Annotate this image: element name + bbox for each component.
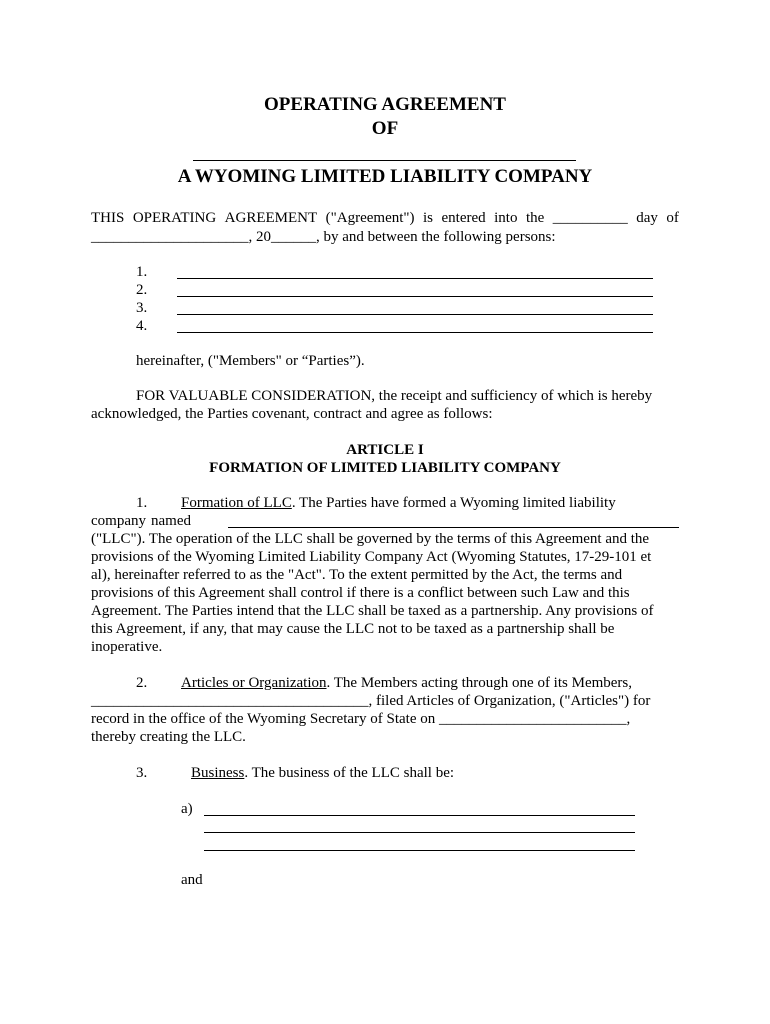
section-1-named: named — [151, 513, 191, 529]
section-number: 3. — [136, 765, 148, 781]
intro-word: the — [525, 210, 545, 226]
section-1-title: Formation of LLC — [181, 495, 292, 511]
intro-word: entered — [441, 210, 486, 226]
section-2-heading-wrap — [181, 675, 632, 692]
section-1-line: provisions of this Agreement shall control if there is a conflict between such Law and this — [91, 585, 630, 601]
person-number: 1. — [136, 264, 148, 280]
document-subtitle: A WYOMING LIMITED LIABILITY COMPANY — [177, 166, 593, 187]
business-blank — [204, 832, 635, 833]
section-1-last-line: inoperative. — [91, 639, 163, 655]
section-number: 1. — [136, 495, 148, 511]
company-name-blank — [193, 160, 576, 161]
person-number: 2. — [136, 282, 148, 298]
llc-name-blank — [228, 527, 679, 528]
consideration-line-1: FOR VALUABLE CONSIDERATION, the receipt and sufficiency of which is hereby — [136, 388, 653, 404]
intro-word: of — [666, 210, 679, 226]
hereinafter-text: hereinafter, ("Members" or “Parties”). — [136, 353, 365, 369]
section-2-line-3: record in the office of the Wyoming Secretary of State on _________________________, — [91, 711, 631, 727]
person-number: 4. — [136, 318, 148, 334]
business-blank — [204, 850, 635, 851]
person-blank — [177, 278, 653, 279]
section-2-line-2: _____________________________________, filed Articles of Organization, ("Articles") for — [91, 693, 651, 709]
intro-line-2: _____________________, 20______, by and between the following persons: — [91, 229, 556, 245]
business-blank — [204, 815, 635, 816]
day-blank: __________ — [552, 210, 628, 226]
section-2-line-1-rest: . The Members acting through one of its Members, — [326, 675, 633, 691]
section-1-line: provisions of the Wyoming Limited Liability Company Act (Wyoming Statutes, 17-29-101 et — [91, 549, 652, 565]
section-3-title: Business — [191, 765, 245, 781]
consideration-line-2: acknowledged, the Parties covenant, contract and agree as follows: — [91, 406, 493, 422]
section-1-company: company — [91, 513, 146, 529]
person-number: 3. — [136, 300, 148, 316]
person-blank — [177, 332, 653, 333]
section-1-line: ("LLC"). The operation of the LLC shall be governed by the terms of this Agreement and the — [91, 531, 650, 547]
item-a-label: a) — [181, 801, 193, 817]
article-subheading: FORMATION OF LIMITED LIABILITY COMPANY — [209, 460, 561, 476]
section-number: 2. — [136, 675, 148, 691]
article-heading: ARTICLE I — [346, 442, 424, 458]
document-title-of: OF — [371, 118, 399, 139]
person-blank — [177, 314, 653, 315]
section-2-line-4: thereby creating the LLC. — [91, 729, 246, 745]
intro-word: THIS — [91, 210, 125, 226]
section-2-title: Articles or Organization — [181, 675, 327, 691]
intro-word: into — [494, 210, 518, 226]
section-1-heading-wrap — [181, 495, 616, 512]
and-text: and — [181, 872, 203, 888]
intro-word: OPERATING — [132, 210, 217, 226]
intro-line-1 — [91, 210, 679, 227]
intro-word: AGREEMENT — [224, 210, 318, 226]
section-1-line: Agreement. The Parties intend that the LLC shall be taxed as a partnership. Any provisions of — [91, 603, 654, 619]
section-1-line-1-rest: . The Parties have formed a Wyoming limited liability — [291, 495, 616, 511]
person-blank — [177, 296, 653, 297]
section-3-rest: . The business of the LLC shall be: — [244, 765, 455, 781]
document-title: OPERATING AGREEMENT — [264, 94, 506, 115]
section-1-line: al), hereinafter referred to as the "Act". To the extent permitted by the Act, the terms and — [91, 567, 623, 583]
section-1-line: this Agreement, if any, that may cause the LLC not to be taxed as a partnership shall be — [91, 621, 615, 637]
intro-word: is — [423, 210, 434, 226]
intro-word: ("Agreement") — [325, 210, 415, 226]
intro-word: day — [636, 210, 658, 226]
section-3-heading — [191, 765, 454, 782]
